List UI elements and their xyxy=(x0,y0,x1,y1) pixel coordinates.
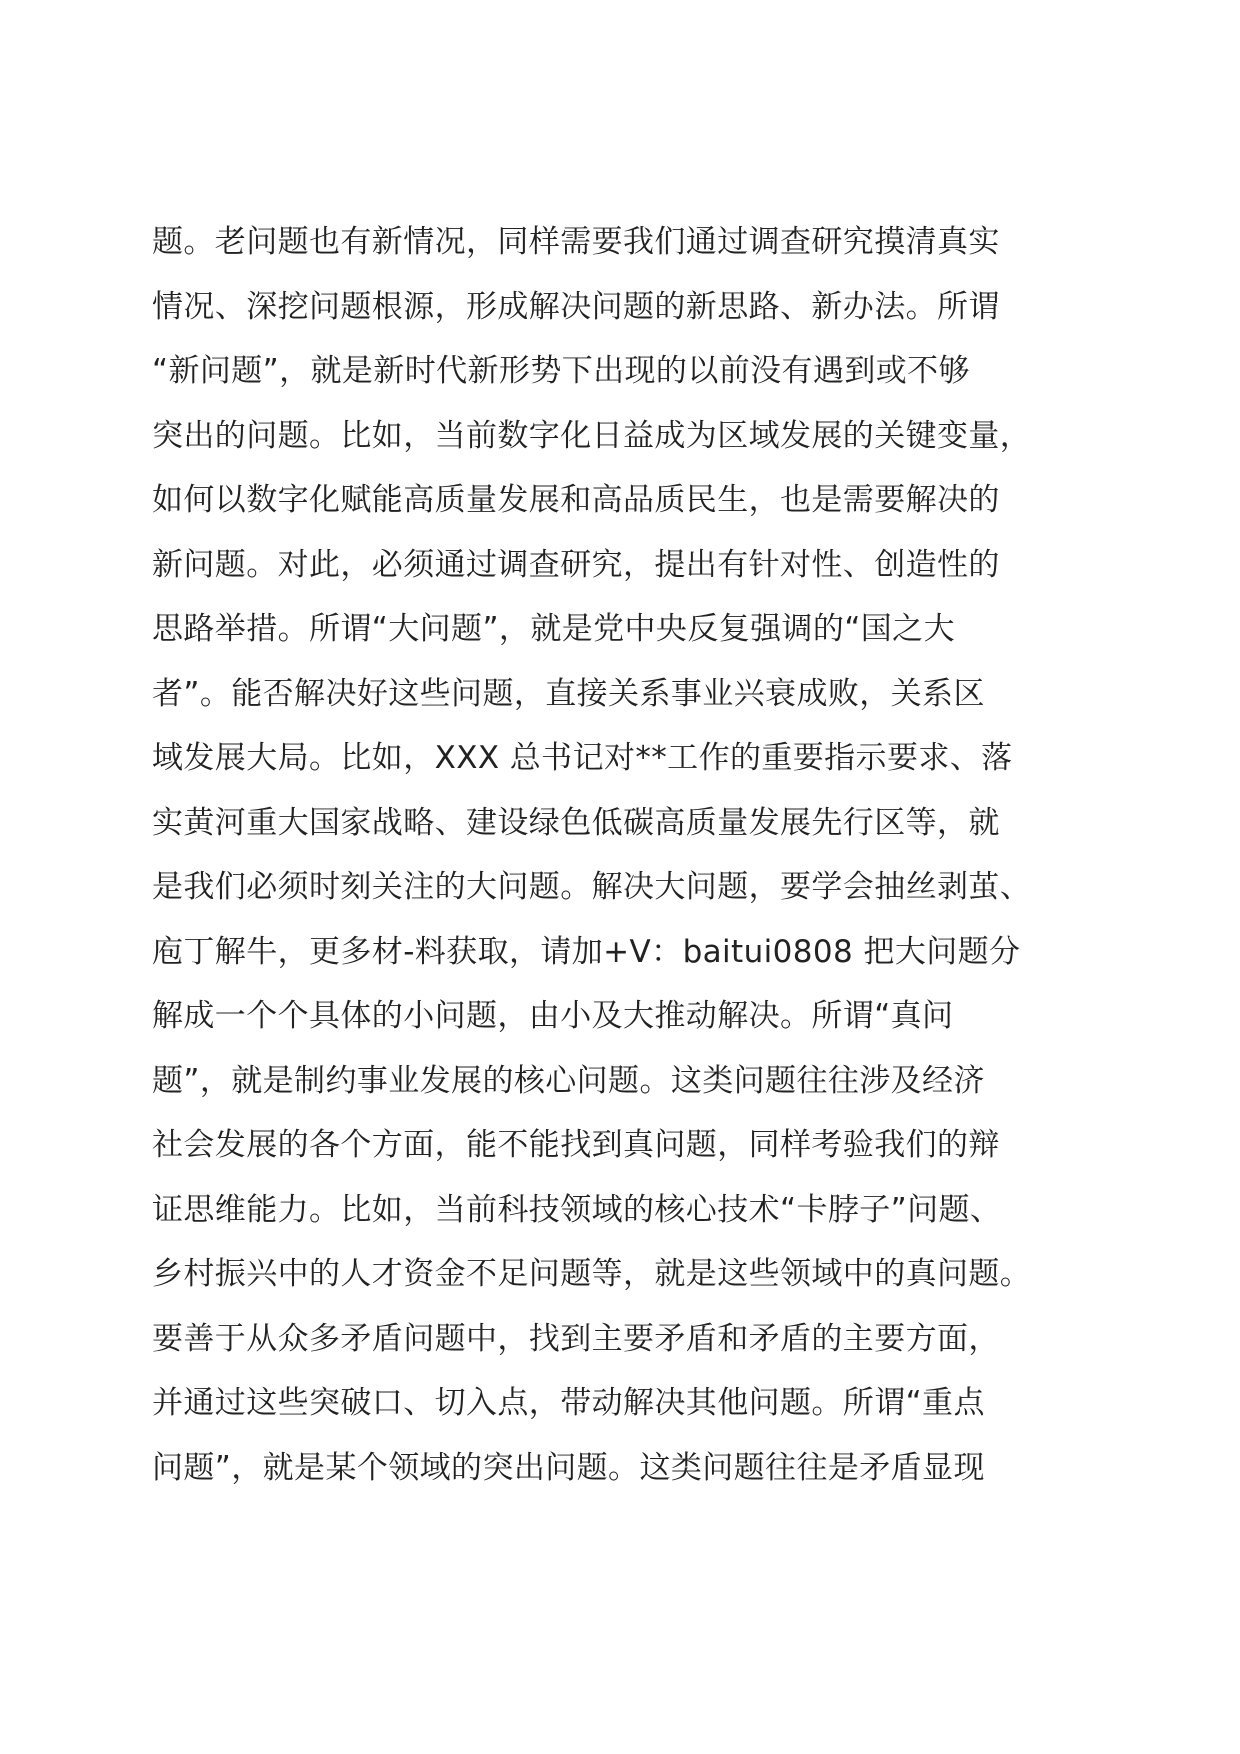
text-line: 要善于从众多矛盾问题中，找到主要矛盾和矛盾的主要方面， xyxy=(152,1320,1000,1357)
text-line: 域发展大局。比如，XXX 总书记对**工作的重要指示要求、落 xyxy=(152,740,1013,776)
text-line: 并通过这些突破口、切入点，带动解决其他问题。所谓“重点 xyxy=(152,1385,985,1421)
text-line: “新问题”，就是新时代新形势下出现的以前没有遇到或不够 xyxy=(152,353,970,389)
text-line: 证思维能力。比如，当前科技领域的核心技术“卡脖子”问题、 xyxy=(152,1191,1002,1228)
text-line: 新问题。对此，必须通过调查研究，提出有针对性、创造性的 xyxy=(152,546,1000,583)
text-line: 是我们必须时刻关注的大问题。解决大问题，要学会抽丝剥茧、 xyxy=(152,869,1032,905)
text-line: 如何以数字化赋能高质量发展和高品质民生，也是需要解决的 xyxy=(152,482,1000,518)
text-line: 解成一个个具体的小问题，由小及大推动解决。所谓“真问 xyxy=(152,998,954,1034)
text-line: 者”。能否解决好这些问题，直接关系事业兴衰成败，关系区 xyxy=(152,675,985,712)
text-line: 思路举措。所谓“大问题”，就是党中央反复强调的“国之大 xyxy=(152,611,955,647)
text-line: 实黄河重大国家战略、建设绿色低碳高质量发展先行区等，就 xyxy=(152,804,1000,841)
text-line: 乡村振兴中的人才资金不足问题等，就是这些领域中的真问题。 xyxy=(152,1256,1032,1292)
text-line: 问题”，就是某个领域的突出问题。这类问题往往是矛盾显现 xyxy=(152,1449,985,1486)
text-line: 题”，就是制约事业发展的核心问题。这类问题往往涉及经济 xyxy=(152,1062,985,1099)
text-line: 突出的问题。比如，当前数字化日益成为区域发展的关键变量， xyxy=(152,417,1032,454)
text-line: 情况、深挖问题根源，形成解决问题的新思路、新办法。所谓 xyxy=(152,288,1000,325)
text-line: 庖丁解牛，更多材-料获取，请加+V：baitui0808 把大问题分 xyxy=(152,933,1021,970)
text-line: 社会发展的各个方面，能不能找到真问题，同样考验我们的辩 xyxy=(152,1127,1000,1163)
body-text xyxy=(152,210,1132,1500)
text-line: 题。老问题也有新情况，同样需要我们通过调查研究摸清真实 xyxy=(152,224,1000,260)
